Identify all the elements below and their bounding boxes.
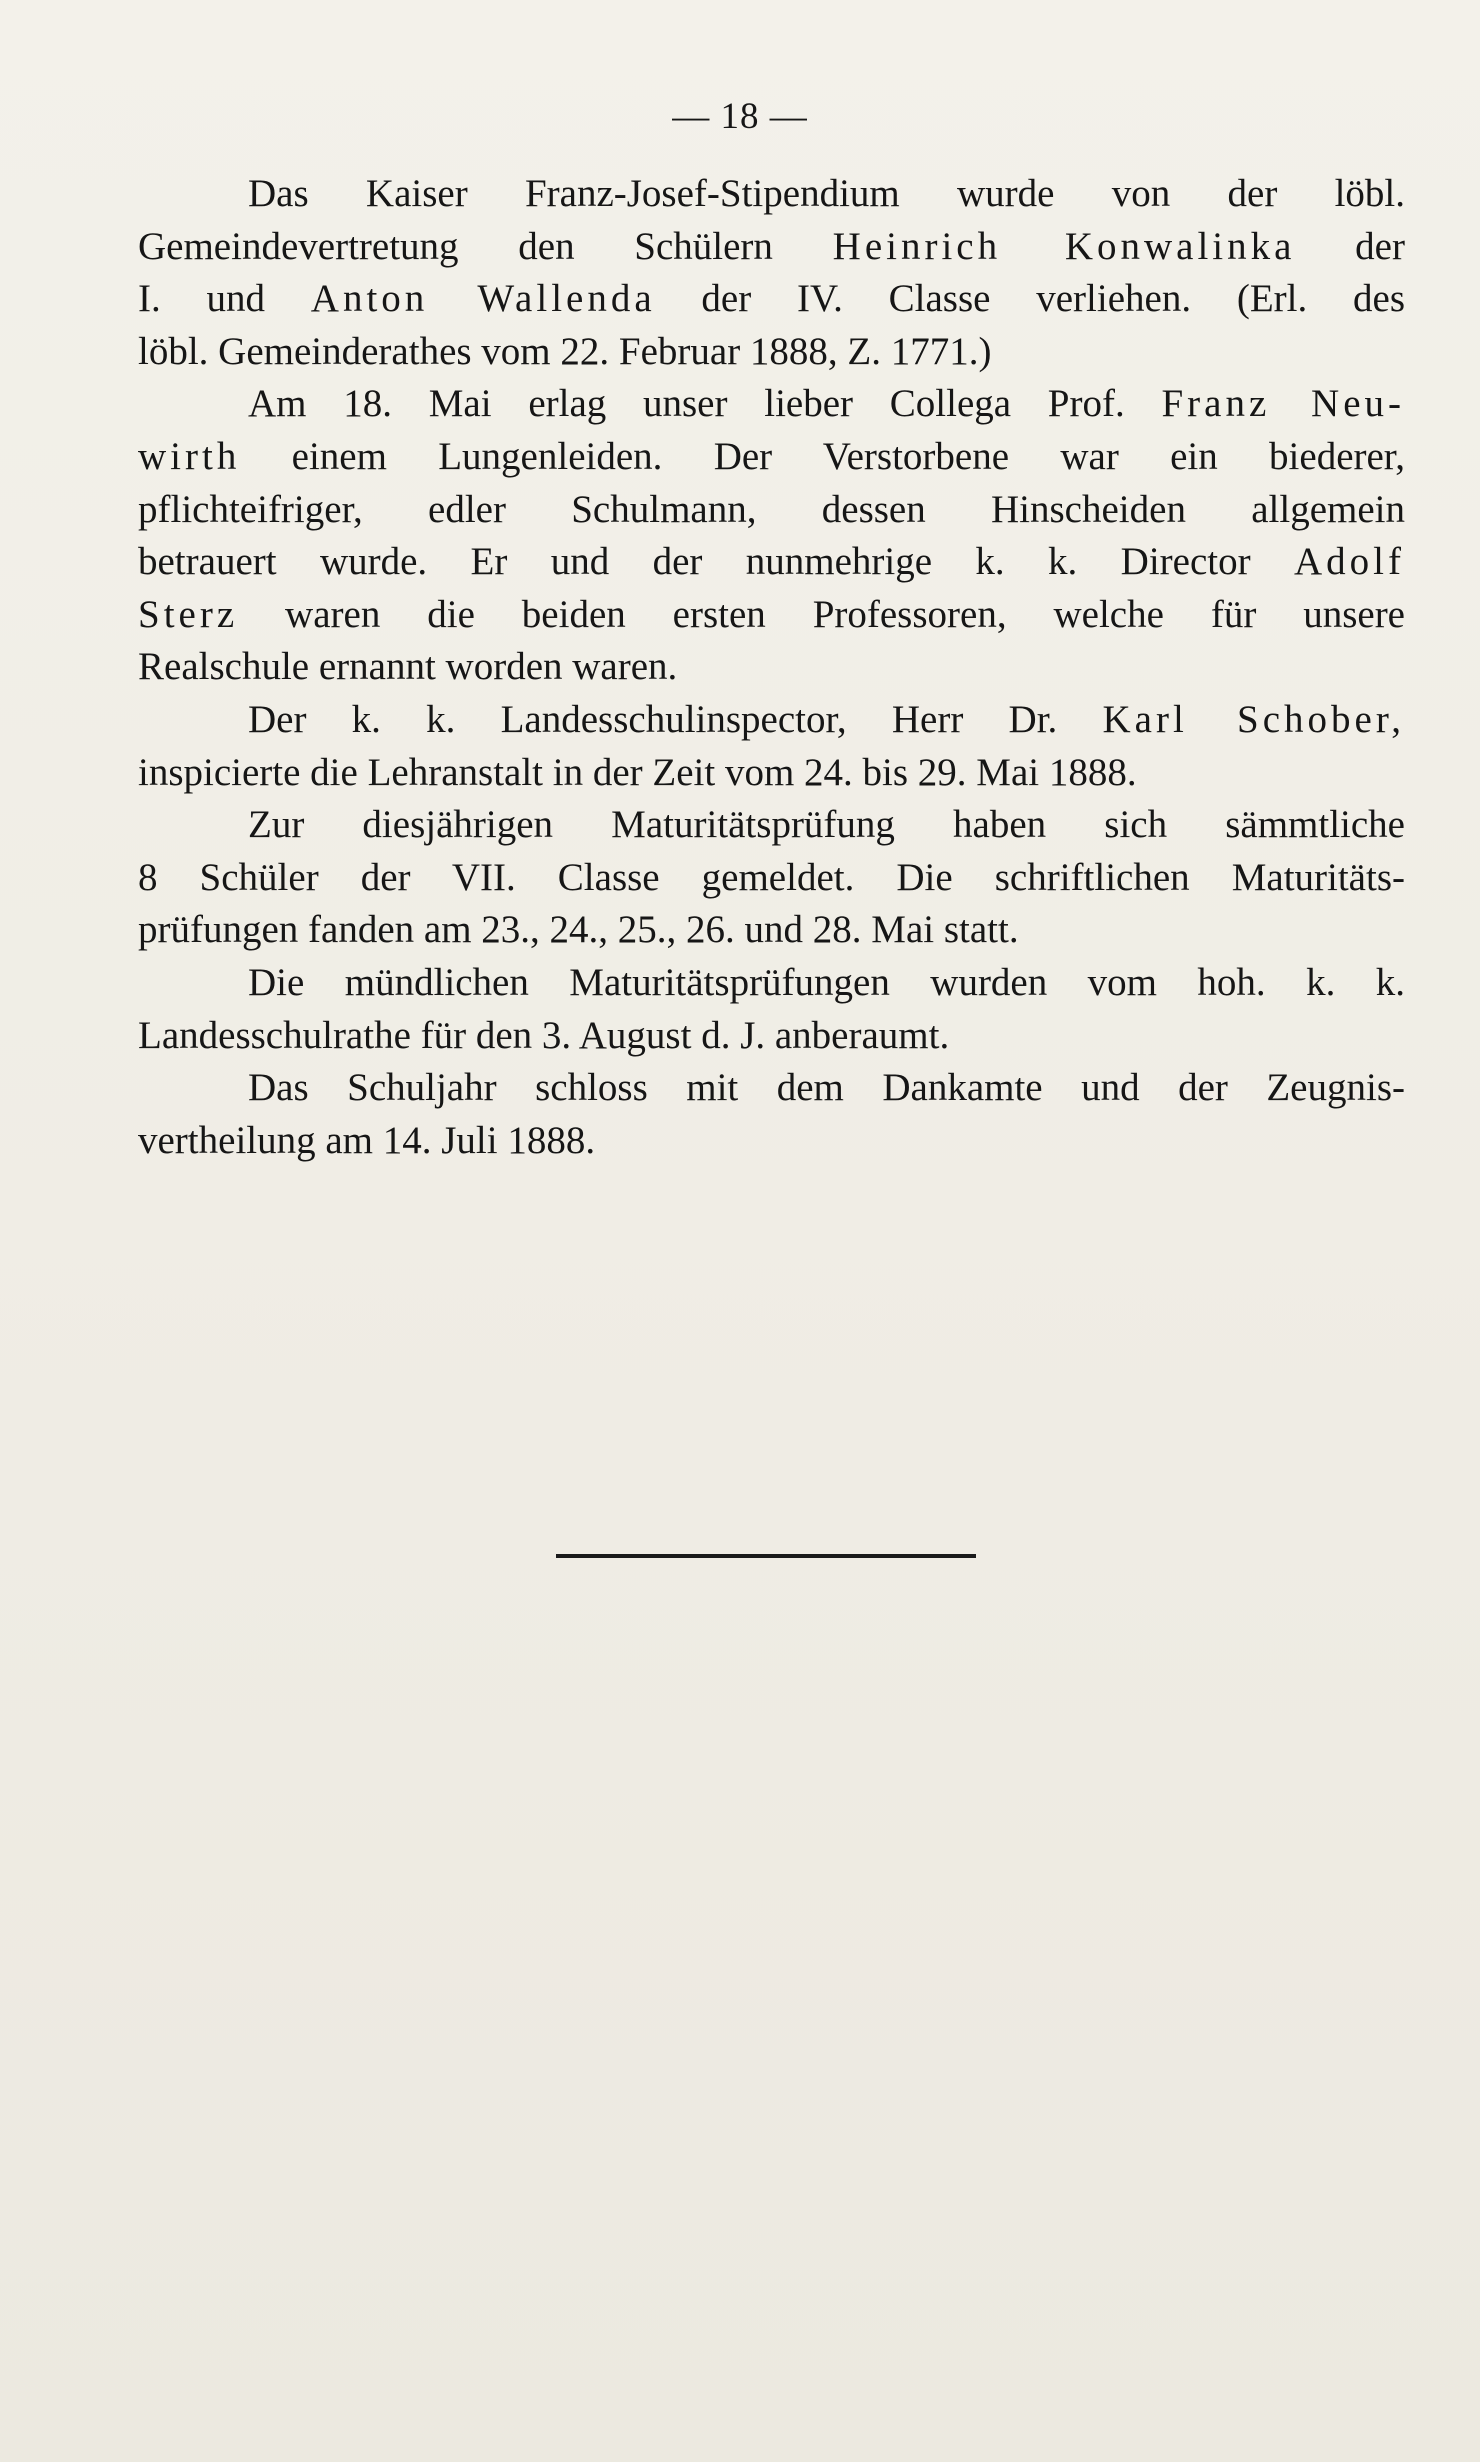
text-run: betrauert wurde. Er und der nunmehrige k. k. Director — [138, 540, 1294, 584]
text-run: Das Schuljahr schloss mit dem Dankamte und der Zeugnis- — [248, 1066, 1405, 1110]
text-run: Die mündlichen Maturitätsprüfungen wurden vom hoh. k. k. — [248, 960, 1405, 1004]
text-run: Zur diesjährigen Maturitätsprüfung haben sich sämmtliche — [248, 803, 1405, 847]
text-line — [138, 378, 1405, 431]
spaced-name: Anton Wallenda — [310, 277, 656, 321]
text-line — [138, 957, 1405, 1010]
text-run: Gemeindevertretung den Schülern — [138, 224, 833, 268]
page-number: — 18 — — [672, 96, 808, 137]
text-line — [138, 641, 1405, 694]
text-line — [138, 747, 1405, 800]
text-line — [138, 1062, 1405, 1115]
text-run: löbl. Gemeinderathes vom 22. Februar 1888, Z. 1771.) — [138, 329, 992, 373]
text-run: inspicierte die Lehranstalt in der Zeit vom 24. bis 29. Mai 1888. — [138, 750, 1137, 794]
text-line — [138, 431, 1405, 484]
text-run: Realschule ernannt worden waren. — [138, 645, 678, 689]
text-run: Am 18. Mai erlag unser lieber Collega Prof. — [248, 382, 1162, 426]
text-run: der IV. Classe verliehen. (Erl. des — [655, 277, 1405, 321]
spaced-name: Heinrich Konwalinka — [832, 224, 1296, 268]
text-line — [138, 168, 1405, 221]
spaced-name: Sterz — [138, 592, 239, 636]
text-line — [138, 484, 1405, 537]
spaced-name: Adolf — [1294, 540, 1405, 584]
text-line — [138, 694, 1405, 747]
text-run: einem Lungenleiden. Der Verstorbene war ein biederer, — [240, 434, 1405, 478]
text-line — [138, 904, 1405, 957]
text-line — [138, 273, 1405, 326]
text-run: Landesschulrathe für den 3. August d. J. anberaumt. — [138, 1013, 950, 1057]
horizontal-rule — [556, 1554, 976, 1558]
body-text — [138, 168, 1405, 1167]
text-line — [138, 589, 1405, 642]
text-run: 8 Schüler der VII. Classe gemeldet. Die schriftlichen Maturitäts- — [138, 855, 1405, 899]
text-run: der — [1295, 224, 1405, 268]
text-run: prüfungen fanden am 23., 24., 25., 26. und 28. Mai statt. — [138, 908, 1019, 952]
spaced-name: wirth — [138, 434, 241, 478]
text-run: vertheilung am 14. Juli 1888. — [138, 1118, 596, 1162]
text-run: Der k. k. Landesschulinspector, Herr Dr. — [248, 697, 1103, 741]
spaced-name: Franz Neu- — [1161, 382, 1405, 426]
text-run: waren die beiden ersten Professoren, welche für unsere — [238, 592, 1405, 636]
spaced-name: Karl Schober, — [1102, 697, 1405, 741]
text-line — [138, 326, 1405, 379]
text-run: pflichteifriger, edler Schulmann, dessen Hinscheiden allgemein — [138, 487, 1405, 531]
text-line — [138, 1115, 1405, 1168]
text-run: Das Kaiser Franz-Josef-Stipendium wurde von der löbl. — [248, 172, 1405, 215]
text-line — [138, 799, 1405, 852]
text-run: I. und — [138, 277, 311, 321]
text-line — [138, 536, 1405, 589]
text-line — [138, 221, 1405, 274]
text-line — [138, 852, 1405, 905]
text-line — [138, 1010, 1405, 1063]
